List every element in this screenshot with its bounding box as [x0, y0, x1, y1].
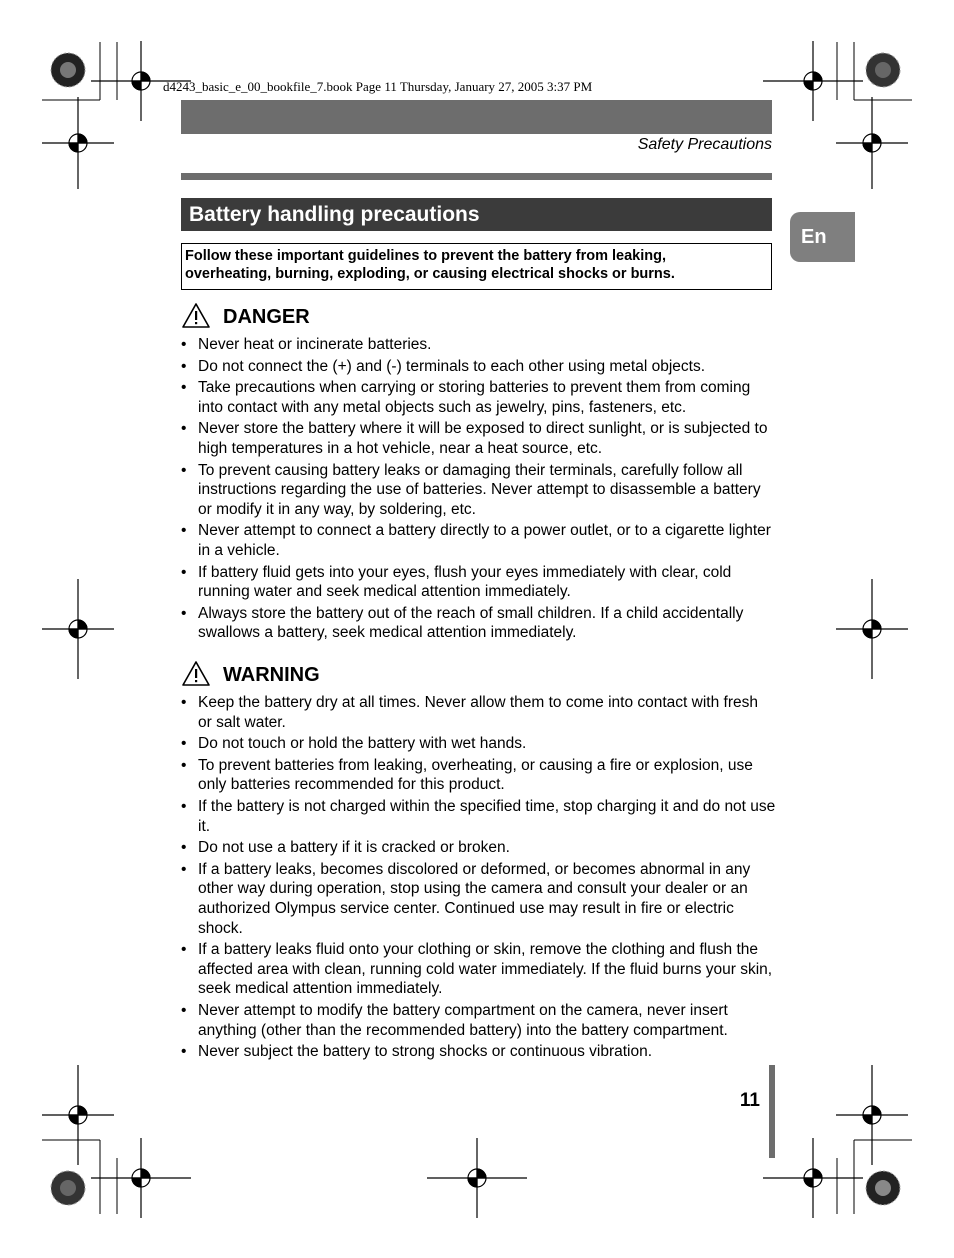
danger-list	[181, 335, 776, 645]
warning-triangle-icon	[181, 302, 211, 329]
page-number: 11	[739, 1090, 760, 1111]
top-band	[181, 100, 772, 134]
list-item: • Take precautions when carrying or storing batteries to prevent them from coming into contact with any metal objects such as jewelry, pins, fasteners, etc.	[181, 378, 776, 417]
section-label: Safety Precautions	[637, 136, 772, 153]
list-item: • If a battery leaks fluid onto your clothing or skin, remove the clothing and flush the affected area with clean, running cold water immediately. If the fluid burns your skin, seek medical attention immediately.	[181, 940, 776, 999]
list-item: • If a battery leaks, becomes discolored or deformed, or becomes abnormal in any other way during operation, stop using the camera and consult your dealer or an authorized Olympus service center. Continued use may result in fire or electric shock.	[181, 860, 776, 938]
list-item: • Always store the battery out of the reach of small children. If a child accidentally swallows a battery, seek medical attention immediately.	[181, 604, 776, 643]
list-item: • Never attempt to connect a battery directly to a power outlet, or to a cigarette lighter in a vehicle.	[181, 521, 776, 560]
list-item: • To prevent batteries from leaking, overheating, or causing a fire or explosion, use only batteries recommended for this product.	[181, 756, 776, 795]
language-tab: En	[790, 212, 855, 262]
list-item: • Do not use a battery if it is cracked or broken.	[181, 838, 776, 858]
intro-line: overheating, burning, exploding, or causing electrical shocks or burns.	[185, 265, 675, 282]
divider-bar	[181, 173, 772, 180]
page-number-bar	[769, 1065, 775, 1158]
danger-heading	[181, 302, 310, 329]
warning-list	[181, 693, 776, 1064]
list-item: • Do not touch or hold the battery with wet hands.	[181, 734, 776, 754]
list-item: • Never store the battery where it will be exposed to direct sunlight, or is subjected to high temperatures in a hot vehicle, near a heat source, etc.	[181, 419, 776, 458]
list-item: • Keep the battery dry at all times. Never allow them to come into contact with fresh or salt water.	[181, 693, 776, 732]
list-item: • Do not connect the (+) and (-) terminals to each other using metal objects.	[181, 357, 776, 377]
list-item: • If battery fluid gets into your eyes, flush your eyes immediately with clear, cold running water and seek medical attention immediately.	[181, 563, 776, 602]
list-item: • Never attempt to modify the battery compartment on the camera, never insert anything (other than the recommended battery) into the battery compartment.	[181, 1001, 776, 1040]
list-item: • Never heat or incinerate batteries.	[181, 335, 776, 355]
list-item: • Never subject the battery to strong shocks or continuous vibration.	[181, 1042, 776, 1062]
list-item: • If the battery is not charged within the specified time, stop charging it and do not use it.	[181, 797, 776, 836]
page-title: Battery handling precautions	[181, 198, 772, 231]
intro-line: Follow these important guidelines to prevent the battery from leaking,	[185, 248, 666, 264]
warning-triangle-icon	[181, 660, 211, 687]
warning-heading	[181, 660, 320, 687]
print-header: d4243_basic_e_00_bookfile_7.book Page 11 Thursday, January 27, 2005 3:37 PM	[163, 79, 593, 94]
list-item: • To prevent causing battery leaks or damaging their terminals, carefully follow all instructions regarding the use of batteries. Never attempt to disassemble a battery or modify it in any way, by soldering, etc.	[181, 461, 776, 520]
warning-heading-text: WARNING	[223, 664, 320, 686]
intro-box	[181, 243, 772, 290]
danger-heading-text: DANGER	[223, 306, 310, 328]
